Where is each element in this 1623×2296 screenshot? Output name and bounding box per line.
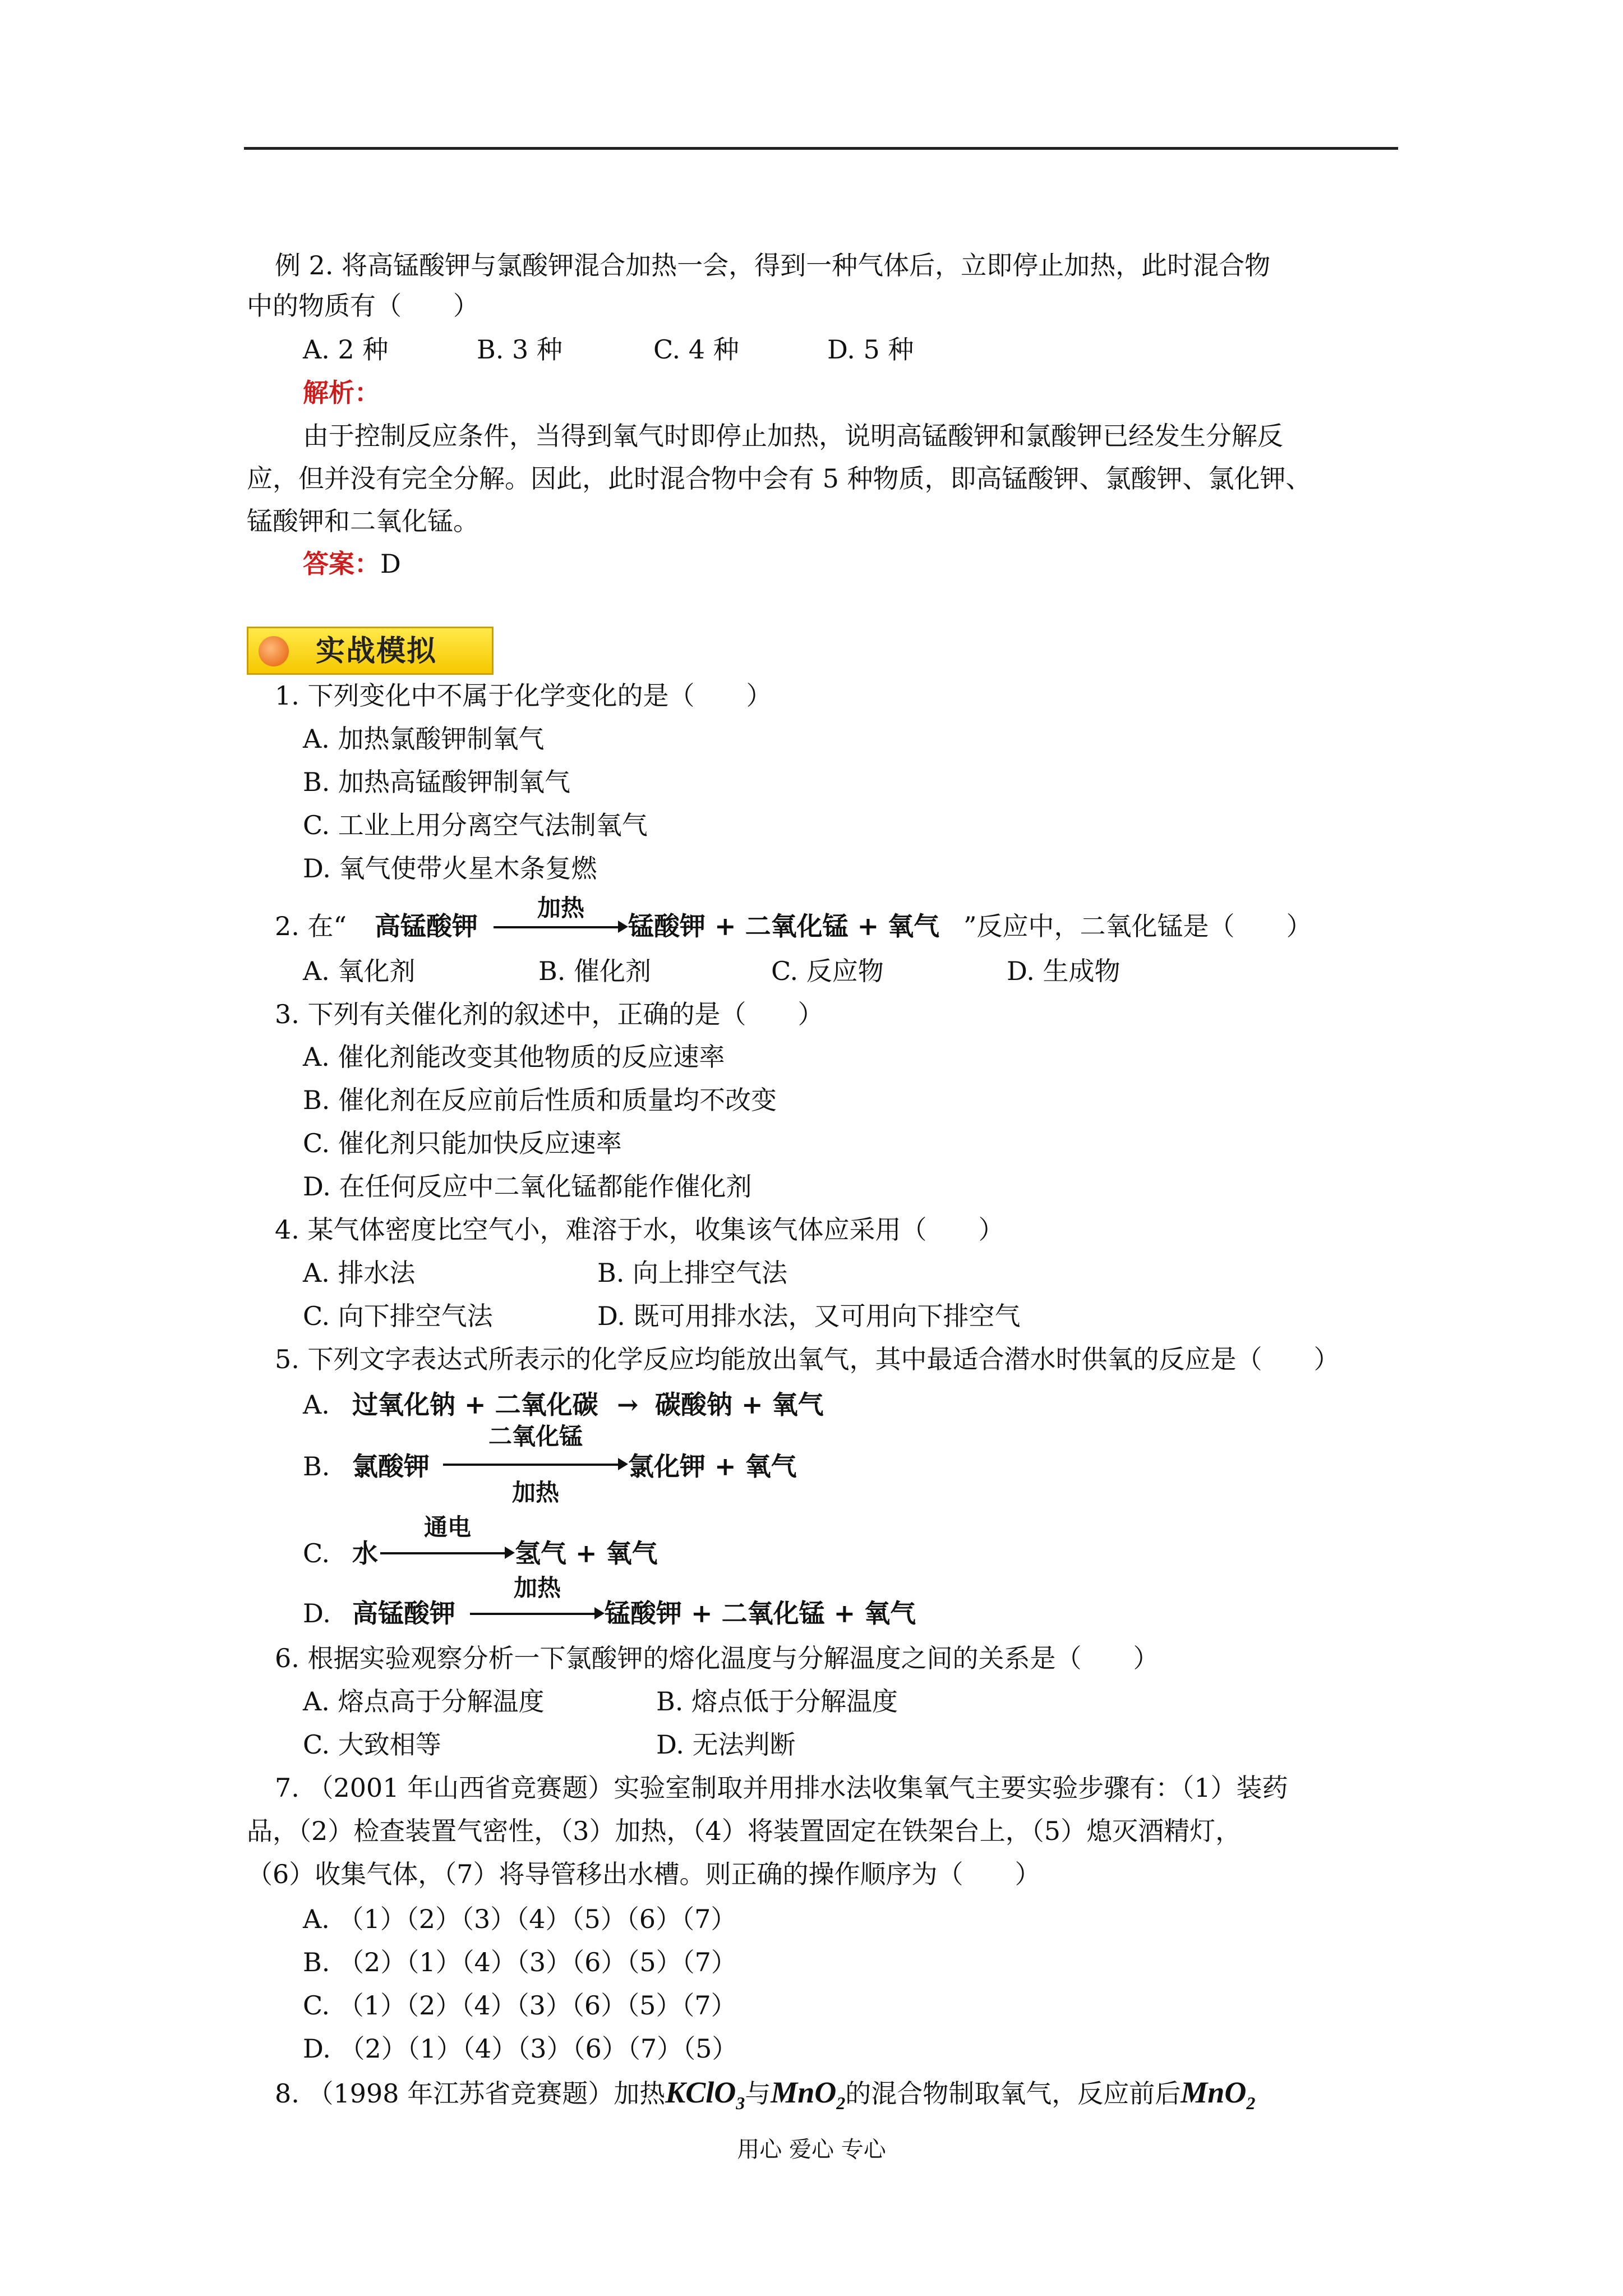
q2-option-a: A. 氧化剂: [303, 956, 416, 986]
page-footer: 用心 爱心 专心: [737, 2137, 886, 2162]
q8-part-1: 8. （1998 年江苏省竞赛题）加热: [275, 2078, 666, 2109]
header-rule: [244, 147, 1398, 150]
q2-prefix: 2. 在“: [275, 911, 347, 941]
q2-option-b: B. 催化剂: [538, 956, 652, 986]
q6-option-c: C. 大致相等: [303, 1729, 441, 1760]
q1-stem: 1. 下列变化中不属于化学变化的是（ ）: [275, 680, 772, 711]
example-option-c: C. 4 种: [653, 334, 739, 365]
orange-dot-icon: [259, 636, 289, 666]
q5-c-reactant: 水: [352, 1538, 378, 1568]
q5-b-below: 加热: [511, 1479, 559, 1506]
analysis-line-1: 由于控制反应条件，当得到氧气时即停止加热，说明高锰酸钾和氯酸钾已经发生分解反: [303, 421, 1283, 451]
q4-option-d: D. 既可用排水法，又可用向下排空气: [597, 1301, 1021, 1331]
q8-chem-kclo3: [665, 2076, 745, 2113]
q5-d-label: D.: [303, 1598, 331, 1628]
q8-chem3-sub: 2: [1246, 2092, 1256, 2113]
q7-line-2: 品，（2）检查装置气密性，（3）加热，（4）将装置固定在铁架台上，（5）熄灭酒精灯，: [247, 1816, 1242, 1846]
q1-option-c: C. 工业上用分离空气法制氧气: [303, 810, 648, 840]
q5-d-products: 锰酸钾 + 二氧化锰 + 氧气: [605, 1598, 916, 1628]
q2-condition: 加热: [537, 894, 584, 922]
q2-option-d: D. 生成物: [1007, 956, 1121, 986]
q6-option-a: A. 熔点高于分解温度: [303, 1686, 545, 1717]
q7-option-b: B. （2）（1）（4）（3）（6）（5）（7）: [303, 1947, 737, 1977]
q4-option-c: C. 向下排空气法: [303, 1301, 493, 1331]
example-line-2: 中的物质有（ ）: [247, 291, 479, 321]
q6-option-b: B. 熔点低于分解温度: [656, 1686, 898, 1717]
q5-d-above: 加热: [513, 1574, 561, 1602]
q2-option-c: C. 反应物: [771, 956, 884, 986]
q5-c-label: C.: [303, 1538, 330, 1568]
q7-line-1: 7. （2001 年山西省竞赛题）实验室制取并用排水法收集氧气主要实验步骤有：（1）装药: [275, 1773, 1288, 1803]
q5-a-arrow: →: [617, 1389, 639, 1420]
q2-reactant: 高锰酸钾: [375, 911, 478, 941]
q4-stem: 4. 某气体密度比空气小，难溶于水，收集该气体应采用（ ）: [275, 1214, 1004, 1245]
q8-line: [275, 2076, 1255, 2120]
q8-part-3: 的混合物制取氧气，反应前后: [845, 2078, 1181, 2109]
answer-label: 答案：: [303, 549, 380, 579]
example-option-a: A. 2 种: [303, 334, 389, 365]
q8-chem-mno2-a: [771, 2076, 846, 2113]
q5-a-label: A.: [303, 1389, 330, 1420]
example-option-d: D. 5 种: [827, 334, 914, 365]
q5-b-label: B.: [303, 1451, 330, 1481]
q3-option-c: C. 催化剂只能加快反应速率: [303, 1128, 622, 1158]
q5-a-reactants: 过氧化钠 + 二氧化碳: [352, 1389, 598, 1420]
q6-option-d: D. 无法判断: [656, 1729, 796, 1760]
example-line-1: 例 2. 将高锰酸钾与氯酸钾混合加热一会，得到一种气体后，立即停止加热，此时混合物: [275, 250, 1271, 280]
q3-option-b: B. 催化剂在反应前后性质和质量均不改变: [303, 1085, 777, 1115]
q5-c-reaction-arrow-icon: [380, 1544, 515, 1561]
q5-d-reactant: 高锰酸钾: [352, 1598, 455, 1628]
q8-chem2-base: MnO: [771, 2076, 837, 2109]
q3-option-d: D. 在任何反应中二氧化锰都能作催化剂: [303, 1171, 752, 1202]
q5-b-products: 氯化钾 + 氧气: [628, 1451, 797, 1481]
q2-reaction-arrow-icon: [494, 918, 628, 935]
analysis-line-2: 应，但并没有完全分解。因此，此时混合物中会有 5 种物质，即高锰酸钾、氯酸钾、氯化钾、: [247, 463, 1312, 494]
q8-part-2: 与: [745, 2078, 771, 2109]
q8-chem3-base: MnO: [1181, 2076, 1247, 2109]
q7-option-a: A. （1）（2）（3）（4）（5）（6）（7）: [303, 1904, 737, 1934]
answer-value: D: [380, 549, 401, 579]
q1-option-b: B. 加热高锰酸钾制氧气: [303, 767, 571, 797]
answer-line: [303, 547, 401, 581]
q5-b-reactant: 氯酸钾: [352, 1451, 430, 1481]
q2-suffix: ”反应中，二氧化锰是（ ）: [963, 911, 1312, 941]
q5-d-reaction-arrow-icon: [470, 1604, 605, 1621]
q8-chem-mno2-b: [1181, 2076, 1256, 2113]
q5-c-above: 通电: [423, 1513, 471, 1541]
q4-option-b: B. 向上排空气法: [597, 1258, 788, 1288]
q5-b-reaction-arrow-icon: [443, 1455, 628, 1472]
q3-option-a: A. 催化剂能改变其他物质的反应速率: [303, 1042, 725, 1072]
q5-stem: 5. 下列文字表达式所表示的化学反应均能放出氧气，其中最适合潜水时供氧的反应是（ ）: [275, 1344, 1340, 1374]
q8-chem1-sub: 3: [736, 2092, 745, 2113]
q2-products: 锰酸钾 + 二氧化锰 + 氧气: [628, 911, 940, 941]
q7-line-3: （6）收集气体，（7）将导管移出水槽。则正确的操作顺序为（ ）: [247, 1859, 1041, 1889]
analysis-label: 解析：: [303, 378, 380, 408]
q1-option-a: A. 加热氯酸钾制氧气: [303, 724, 545, 754]
q1-option-d: D. 氧气使带火星木条复燃: [303, 853, 597, 884]
q7-option-c: C. （1）（2）（4）（3）（6）（5）（7）: [303, 1990, 737, 2021]
q3-stem: 3. 下列有关催化剂的叙述中，正确的是（ ）: [275, 999, 824, 1029]
q5-b-above: 二氧化锰: [488, 1423, 583, 1450]
analysis-line-3: 锰酸钾和二氧化锰。: [247, 506, 479, 536]
q5-c-products: 氢气 + 氧气: [515, 1538, 658, 1568]
q8-chem2-sub: 2: [836, 2092, 846, 2113]
q7-option-d: D. （2）（1）（4）（3）（6）（7）（5）: [303, 2033, 738, 2064]
section-badge-label: 实战模拟: [316, 634, 437, 668]
section-badge: [247, 627, 494, 675]
q8-chem1-base: KClO: [665, 2076, 736, 2109]
q6-stem: 6. 根据实验观察分析一下氯酸钾的熔化温度与分解温度之间的关系是（ ）: [275, 1643, 1159, 1673]
q4-option-a: A. 排水法: [303, 1258, 416, 1288]
q5-a-products: 碳酸钠 + 氧气: [655, 1389, 824, 1420]
example-option-b: B. 3 种: [477, 334, 562, 365]
